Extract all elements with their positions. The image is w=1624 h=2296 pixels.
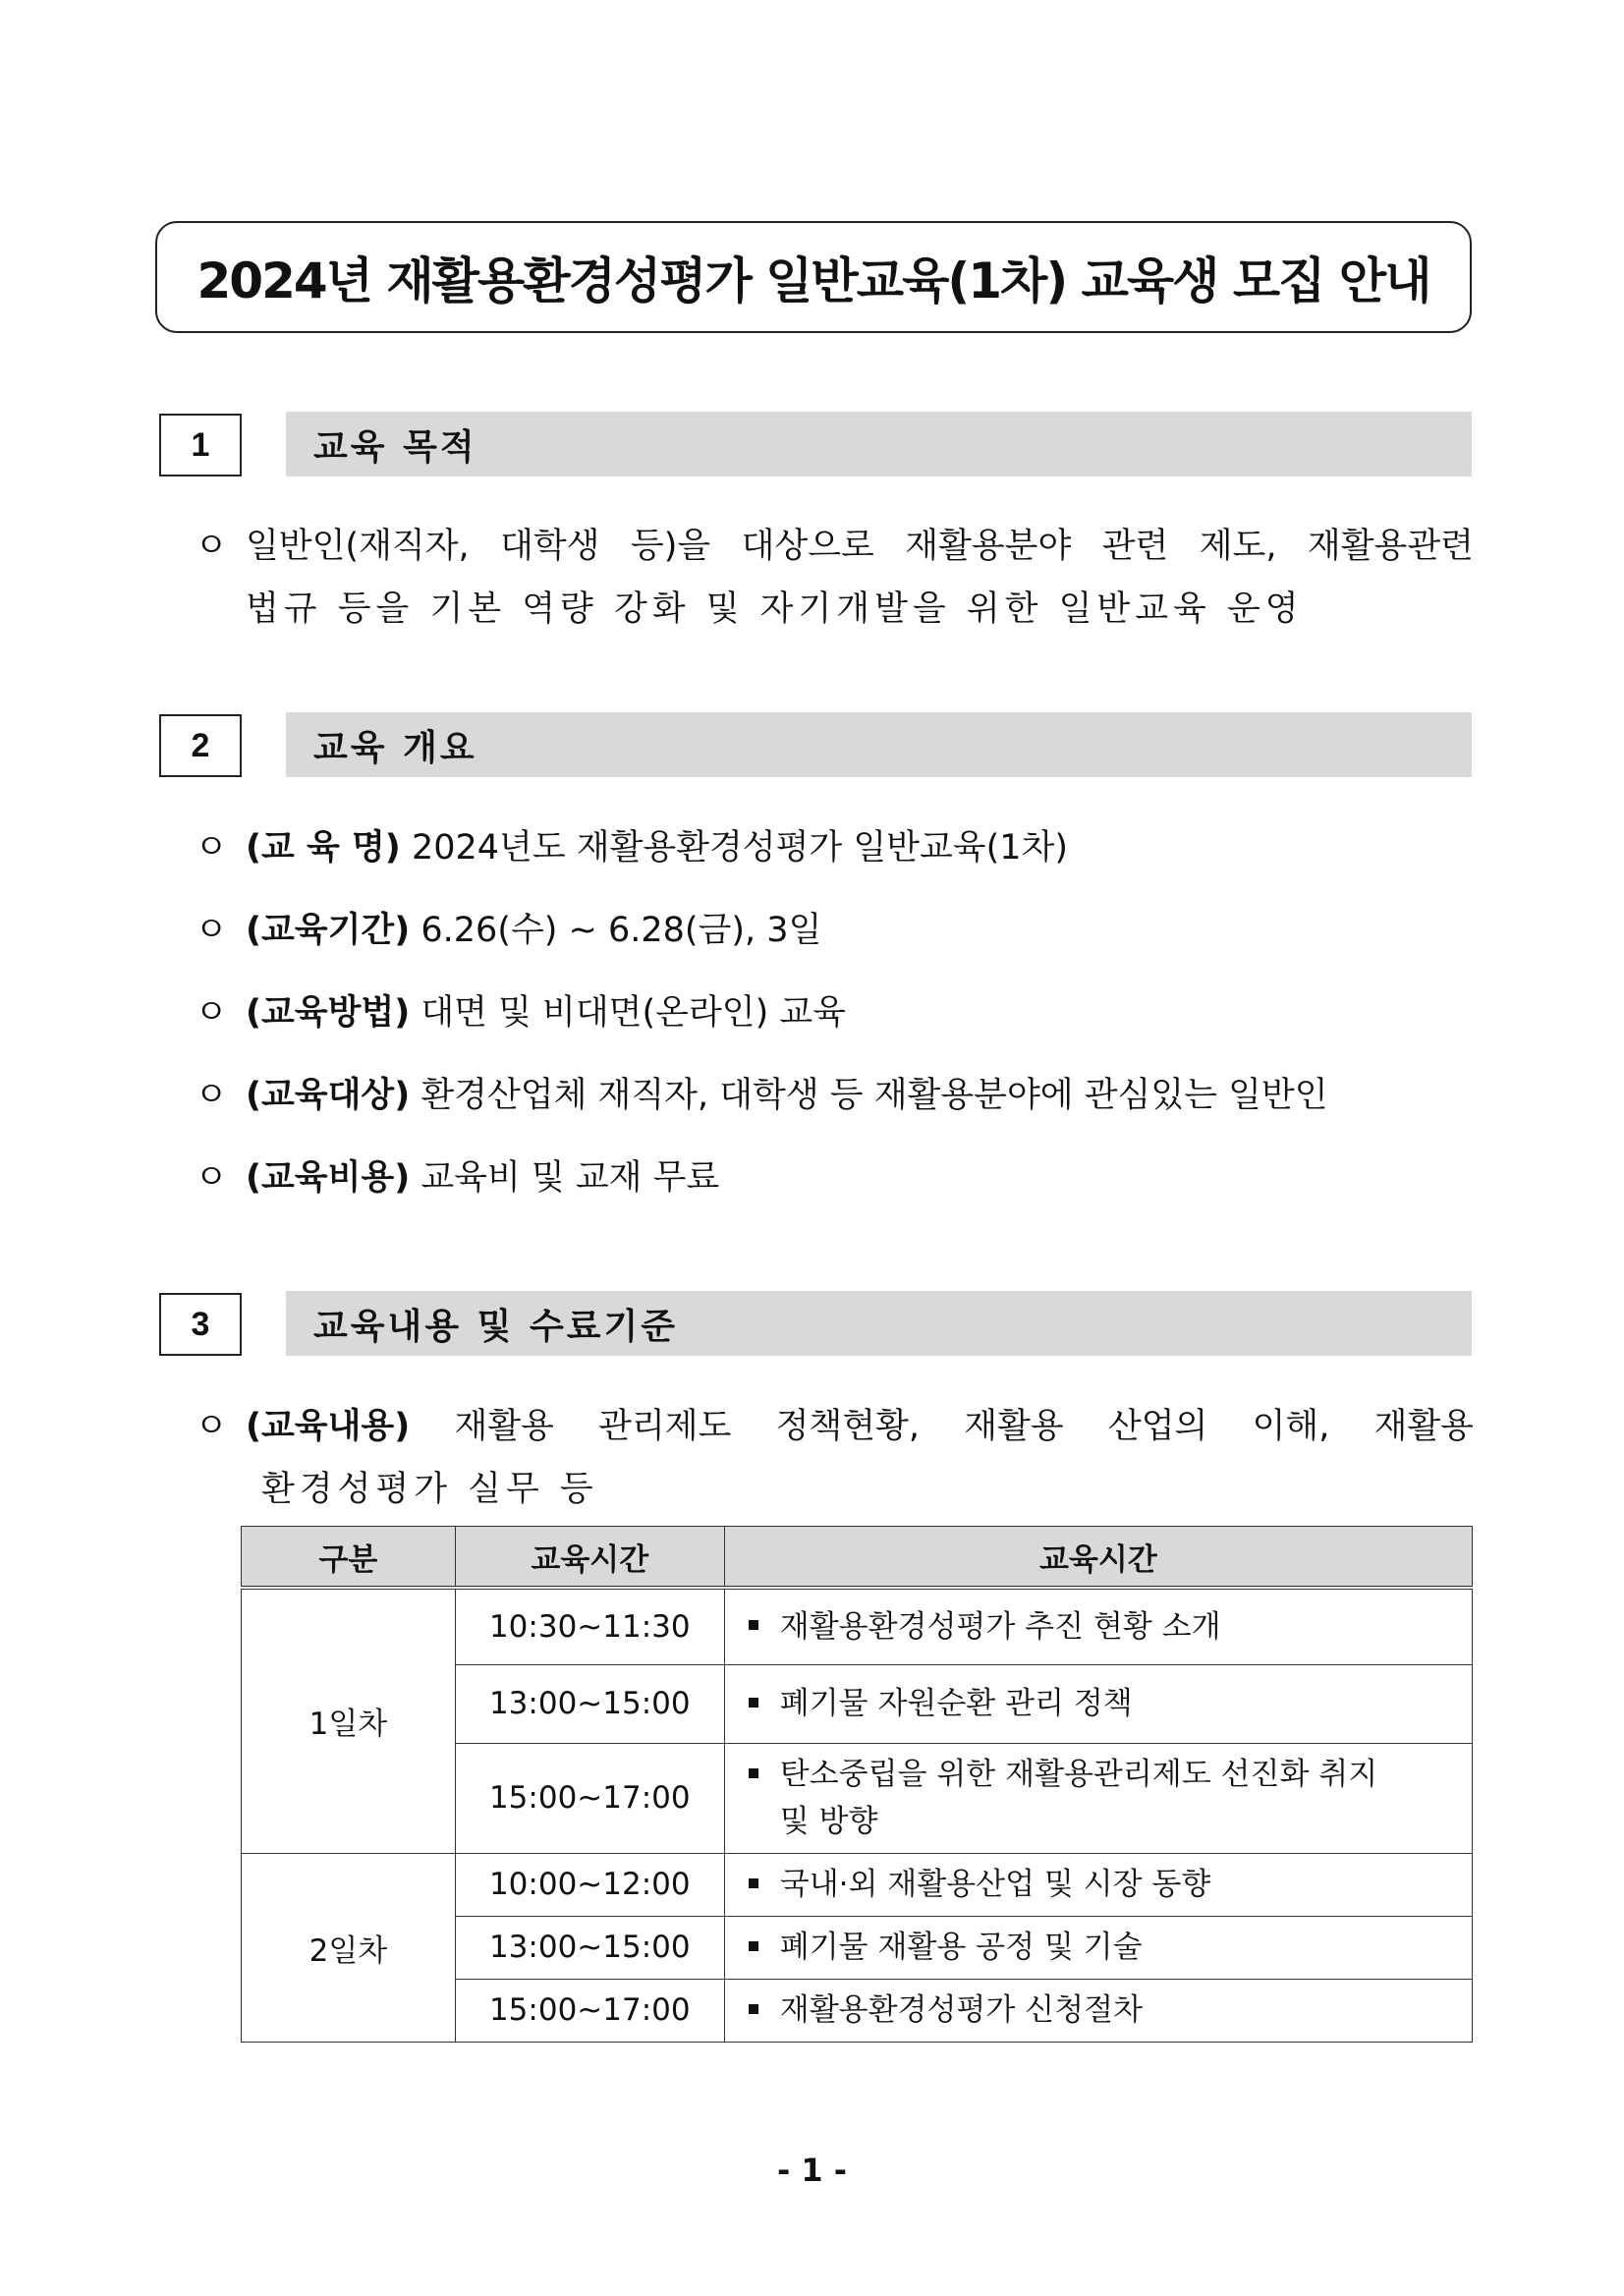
day-label: 2일차 xyxy=(242,1853,456,2042)
square-bullet-icon xyxy=(749,1941,758,1951)
overview-value: 환경산업체 재직자, 대학생 등 재활용분야에 관심있는 일반인 xyxy=(420,1076,1328,1115)
section-1-heading: 교육 목적 xyxy=(286,412,1472,476)
overview-label: (교육대상) xyxy=(246,1076,411,1115)
square-bullet-icon xyxy=(749,1698,758,1708)
purpose-line-1: 일반인(재직자, 대학생 등)을 대상으로 재활용분야 관련 제도, 재활용관련 xyxy=(246,527,1474,566)
content-label: (교육내용) xyxy=(246,1407,411,1446)
time-cell: 15:00~17:00 xyxy=(455,1743,724,1853)
table-header-row xyxy=(242,1527,1473,1589)
table-row xyxy=(242,1853,1473,1916)
overview-label: (교육기간) xyxy=(246,911,411,950)
bullet-icon: ㅇ xyxy=(195,828,228,868)
page-number: - 1 - xyxy=(776,2152,848,2189)
content-cell: 탄소중립을 위한 재활용관리제도 선진화 취지 및 방향 xyxy=(724,1743,1472,1853)
square-bullet-icon xyxy=(749,1878,758,1888)
header-content: 교육시간 xyxy=(724,1527,1472,1589)
time-cell: 10:00~12:00 xyxy=(455,1853,724,1916)
time-cell: 10:30~11:30 xyxy=(455,1588,724,1664)
time-cell: 15:00~17:00 xyxy=(455,1979,724,2042)
overview-label: (교육비용) xyxy=(246,1158,411,1198)
day-label: 1일차 xyxy=(242,1588,456,1853)
overview-value: 대면 및 비대면(온라인) 교육 xyxy=(420,993,846,1033)
overview-item xyxy=(195,1064,1474,1127)
bullet-icon: ㅇ xyxy=(195,1158,228,1198)
bullet-icon: ㅇ xyxy=(195,993,228,1033)
bullet-icon: ㅇ xyxy=(195,1407,228,1446)
content-line-2: 환경성평가 실무 등 xyxy=(261,1470,598,1509)
overview-item xyxy=(195,899,1474,962)
time-cell: 13:00~15:00 xyxy=(455,1664,724,1743)
bullet-icon: ㅇ xyxy=(195,1076,228,1115)
content-paragraph xyxy=(195,1395,1474,1521)
overview-item xyxy=(195,1147,1474,1209)
section-3-heading: 교육내용 및 수료기준 xyxy=(286,1291,1472,1356)
document-title-box xyxy=(155,221,1472,333)
header-time: 교육시간 xyxy=(455,1527,724,1589)
time-cell: 13:00~15:00 xyxy=(455,1916,724,1979)
overview-value: 2024년도 재활용환경성평가 일반교육(1차) xyxy=(411,828,1068,868)
overview-label: (교 육 명) xyxy=(246,828,401,868)
header-category: 구분 xyxy=(242,1527,456,1589)
purpose-paragraph xyxy=(195,515,1474,641)
square-bullet-icon xyxy=(749,1768,758,1778)
schedule-table xyxy=(241,1526,1473,2043)
section-2-number: 2 xyxy=(159,714,242,777)
overview-label: (교육방법) xyxy=(246,993,411,1033)
overview-value: 6.26(수) ~ 6.28(금), 3일 xyxy=(420,911,822,950)
overview-value: 교육비 및 교재 무료 xyxy=(420,1158,720,1198)
square-bullet-icon xyxy=(749,2004,758,2014)
table-row xyxy=(242,1588,1473,1664)
section-1-number: 1 xyxy=(159,414,242,476)
overview-item xyxy=(195,816,1474,879)
content-cell: 폐기물 재활용 공정 및 기술 xyxy=(724,1916,1472,1979)
bullet-icon: ㅇ xyxy=(195,911,228,950)
content-cell: 재활용환경성평가 신청절차 xyxy=(724,1979,1472,2042)
bullet-icon: ㅇ xyxy=(195,527,228,566)
section-3-number: 3 xyxy=(159,1293,242,1356)
content-line-1: (교육내용) 재활용 관리제도 정책현황, 재활용 산업의 이해, 재활용 xyxy=(246,1395,1474,1458)
section-2-heading: 교육 개요 xyxy=(286,712,1472,777)
content-cell: 국내·외 재활용산업 및 시장 동향 xyxy=(724,1853,1472,1916)
square-bullet-icon xyxy=(749,1620,758,1630)
content-cell: 재활용환경성평가 추진 현황 소개 xyxy=(724,1588,1472,1664)
document-title: 2024년 재활용환경성평가 일반교육(1차) 교육생 모집 안내 xyxy=(196,252,1430,309)
purpose-line-2: 법규 등을 기본 역량 강화 및 자기개발을 위한 일반교육 운영 xyxy=(246,589,1304,629)
overview-item xyxy=(195,981,1474,1044)
content-cell: 폐기물 자원순환 관리 정책 xyxy=(724,1664,1472,1743)
